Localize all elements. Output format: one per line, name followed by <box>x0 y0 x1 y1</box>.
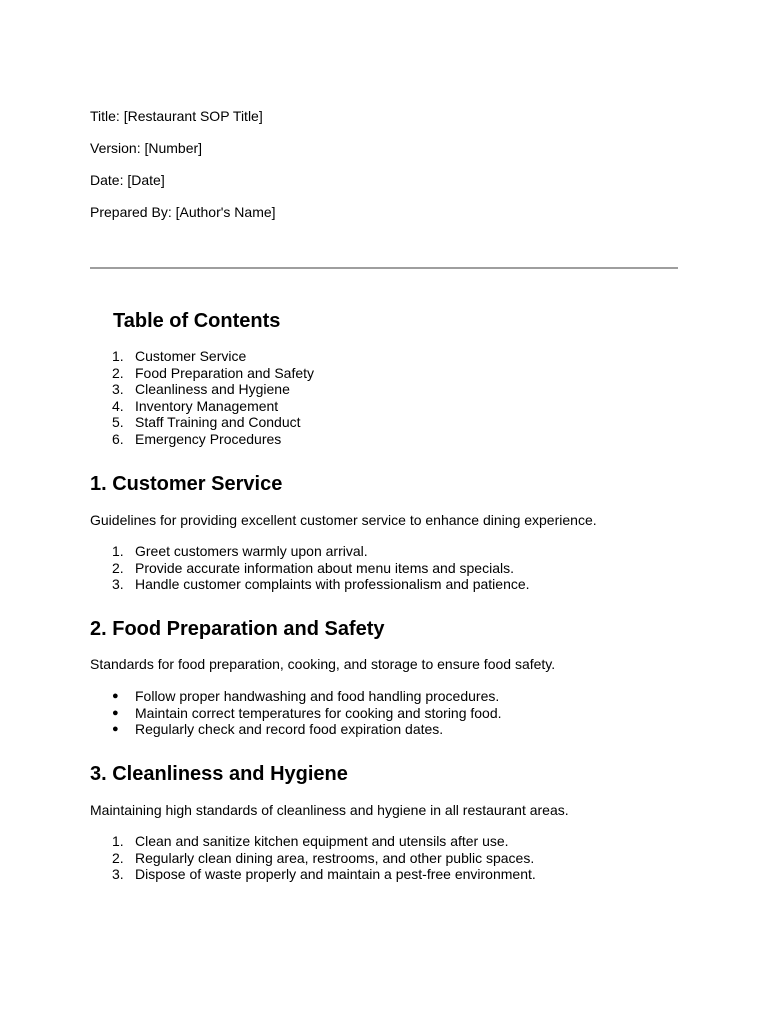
version-line: Version: [Number] <box>90 140 203 156</box>
toc-item-text: Emergency Procedures <box>135 430 282 447</box>
horizontal-divider <box>90 267 678 269</box>
list-item-number: 1. <box>112 833 124 849</box>
toc-item-text: Food Preparation and Safety <box>135 364 315 381</box>
list-item-number: 1. <box>112 543 124 559</box>
section-description: Standards for food preparation, cooking, and storage to ensure food safety. <box>90 656 556 672</box>
bullet-icon: ● <box>112 723 119 735</box>
toc-item-number: 1. <box>112 348 124 364</box>
prepared-by-line: Prepared By: [Author's Name] <box>90 204 276 220</box>
toc-item-number: 3. <box>112 381 124 397</box>
toc-item-text: Staff Training and Conduct <box>135 414 301 430</box>
list-item-text: Provide accurate information about menu items and specials. <box>135 559 514 576</box>
toc-item-text: Inventory Management <box>135 397 279 414</box>
section-heading-cleanliness: 3. Cleanliness and Hygiene <box>90 763 348 785</box>
section-heading-food-preparation: 2. Food Preparation and Safety <box>90 618 385 640</box>
list-item-number: 3. <box>112 866 124 882</box>
list-item-number: 3. <box>112 576 124 592</box>
list-item-text: Regularly clean dining area, restrooms, and other public spaces. <box>135 849 535 866</box>
toc-item-text: Cleanliness and Hygiene <box>135 381 290 397</box>
list-item-text: Maintain correct temperatures for cooking and storing food. <box>135 704 502 721</box>
section-description: Guidelines for providing excellent customer service to enhance dining experience. <box>90 512 597 528</box>
list-item-text: Handle customer complaints with professionalism and patience. <box>135 576 530 592</box>
bullet-icon: ● <box>112 706 119 719</box>
list-item-text: Clean and sanitize kitchen equipment and utensils after use. <box>135 833 509 849</box>
toc-item-number: 2. <box>112 364 124 381</box>
list-item-text: Dispose of waste properly and maintain a pest-free environment. <box>135 866 536 882</box>
bullet-icon: ● <box>112 690 119 702</box>
section-heading-customer-service: 1. Customer Service <box>90 473 283 495</box>
toc-item-number: 6. <box>112 430 124 447</box>
toc-item-number: 4. <box>112 397 124 414</box>
list-item-number: 2. <box>112 849 124 866</box>
list-item-number: 2. <box>112 559 124 576</box>
toc-item-number: 5. <box>112 414 124 430</box>
list-item-text: Regularly check and record food expiration dates. <box>135 721 444 737</box>
list-item-text: Greet customers warmly upon arrival. <box>135 543 368 559</box>
section-description: Maintaining high standards of cleanliness and hygiene in all restaurant areas. <box>90 802 569 818</box>
toc-item-text: Customer Service <box>135 348 247 364</box>
list-item-text: Follow proper handwashing and food handling procedures. <box>135 688 500 704</box>
date-line: Date: [Date] <box>90 172 165 188</box>
toc-heading: Table of Contents <box>113 310 281 332</box>
title-line: Title: [Restaurant SOP Title] <box>90 108 263 124</box>
